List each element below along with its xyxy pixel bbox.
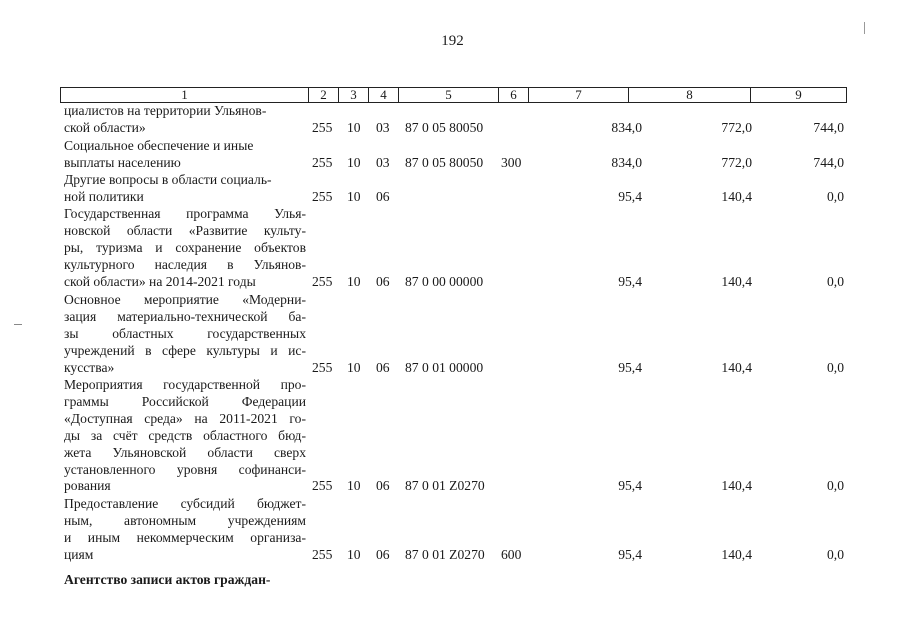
description-line: Государственная программа Улья- (64, 206, 306, 221)
cell-col-8: 772,0 (721, 154, 752, 170)
header-col-2: 2 (308, 88, 338, 102)
description-line: циям (64, 546, 94, 562)
description-line: ным, автономным учреждениям (64, 512, 306, 528)
cell-col-2: 255 (312, 154, 333, 170)
cell-col-8: 140,4 (721, 273, 752, 289)
cell-col-3: 10 (347, 546, 361, 562)
description-line: Мероприятия государственной про- (64, 377, 306, 392)
cell-col-3: 10 (347, 119, 361, 135)
cell-col-9: 0,0 (827, 478, 844, 494)
description-line: установленного уровня софинанси- (64, 461, 306, 477)
margin-mark (864, 22, 865, 34)
description-line: кусства» (64, 359, 115, 375)
cell-col-4: 03 (376, 119, 390, 135)
description-line: культурного наследия в Ульянов- (64, 256, 306, 272)
description-line: ской области» на 2014-2021 годы (64, 273, 256, 289)
description-line: ды за счёт средств областного бюд- (64, 427, 306, 443)
cell-col-8: 140,4 (721, 478, 752, 494)
margin-mark (14, 324, 22, 325)
description-line: циалистов на территории Ульянов- (64, 103, 267, 118)
cell-col-4: 06 (376, 546, 390, 562)
header-col-3: 3 (338, 88, 368, 102)
cell-col-8: 140,4 (721, 188, 752, 204)
description-line: ры, туризма и сохранение объектов (64, 239, 306, 255)
header-col-9: 9 (750, 88, 846, 102)
cell-col-7: 95,4 (618, 546, 642, 562)
description-line: рования (64, 478, 111, 494)
cell-col-3: 10 (347, 188, 361, 204)
cell-col-2: 255 (312, 478, 333, 494)
row-description (64, 172, 306, 206)
cell-col-9: 0,0 (827, 273, 844, 289)
description-line: Другие вопросы в области социаль- (64, 172, 272, 187)
cell-col-6: 300 (501, 154, 522, 170)
row-description (64, 496, 306, 564)
cell-col-5: 87 0 01 00000 (405, 359, 484, 375)
description-line: ской области» (64, 119, 146, 135)
cell-col-2: 255 (312, 359, 333, 375)
description-line: Агентство записи актов граждан- (64, 572, 271, 587)
header-col-7: 7 (528, 88, 628, 102)
cell-col-2: 255 (312, 546, 333, 562)
description-line: зация материально-технической ба- (64, 308, 306, 324)
cell-col-3: 10 (347, 273, 361, 289)
cell-col-6: 600 (501, 546, 522, 562)
cell-col-4: 03 (376, 154, 390, 170)
row-description (64, 103, 306, 137)
cell-col-7: 95,4 (618, 359, 642, 375)
header-col-6: 6 (498, 88, 528, 102)
description-line: зы областных государственных (64, 325, 306, 341)
cell-col-7: 95,4 (618, 273, 642, 289)
header-col-4: 4 (368, 88, 398, 102)
description-line: Предоставление субсидий бюджет- (64, 496, 306, 511)
row-description (64, 572, 306, 589)
cell-col-4: 06 (376, 478, 390, 494)
cell-col-9: 0,0 (827, 188, 844, 204)
cell-col-4: 06 (376, 188, 390, 204)
row-description (64, 292, 306, 377)
cell-col-3: 10 (347, 154, 361, 170)
description-line: Социальное обеспечение и иные (64, 138, 254, 153)
cell-col-7: 834,0 (611, 154, 642, 170)
cell-col-8: 140,4 (721, 359, 752, 375)
page-number: 192 (441, 33, 464, 49)
description-line: и иным некоммерческим организа- (64, 529, 306, 545)
cell-col-9: 0,0 (827, 546, 844, 562)
row-description (64, 206, 306, 291)
row-description (64, 377, 306, 495)
header-col-8: 8 (628, 88, 750, 102)
description-line: жета Ульяновской области сверх (64, 444, 306, 460)
cell-col-2: 255 (312, 188, 333, 204)
description-line: «Доступная среда» на 2011-2021 го- (64, 410, 306, 426)
cell-col-7: 95,4 (618, 188, 642, 204)
description-line: Основное мероприятие «Модерни- (64, 292, 306, 307)
description-line: выплаты населению (64, 154, 181, 170)
header-col-5: 5 (398, 88, 498, 102)
cell-col-7: 834,0 (611, 119, 642, 135)
cell-col-3: 10 (347, 478, 361, 494)
cell-col-9: 744,0 (813, 119, 844, 135)
cell-col-2: 255 (312, 119, 333, 135)
cell-col-5: 87 0 00 00000 (405, 273, 484, 289)
cell-col-3: 10 (347, 359, 361, 375)
cell-col-5: 87 0 01 Z0270 (405, 478, 485, 494)
cell-col-5: 87 0 05 80050 (405, 119, 484, 135)
cell-col-9: 744,0 (813, 154, 844, 170)
cell-col-8: 772,0 (721, 119, 752, 135)
cell-col-8: 140,4 (721, 546, 752, 562)
cell-col-2: 255 (312, 273, 333, 289)
description-line: новской области «Развитие культу- (64, 222, 306, 238)
description-line: учреждений в сфере культуры и ис- (64, 342, 306, 358)
description-line: граммы Российской Федерации (64, 393, 306, 409)
header-col-1: 1 (181, 87, 188, 102)
cell-col-9: 0,0 (827, 359, 844, 375)
description-line: ной политики (64, 188, 144, 204)
table-header-row (60, 87, 847, 103)
cell-col-4: 06 (376, 359, 390, 375)
cell-col-5: 87 0 01 Z0270 (405, 546, 485, 562)
cell-col-7: 95,4 (618, 478, 642, 494)
cell-col-4: 06 (376, 273, 390, 289)
row-description (64, 138, 306, 172)
cell-col-5: 87 0 05 80050 (405, 154, 484, 170)
